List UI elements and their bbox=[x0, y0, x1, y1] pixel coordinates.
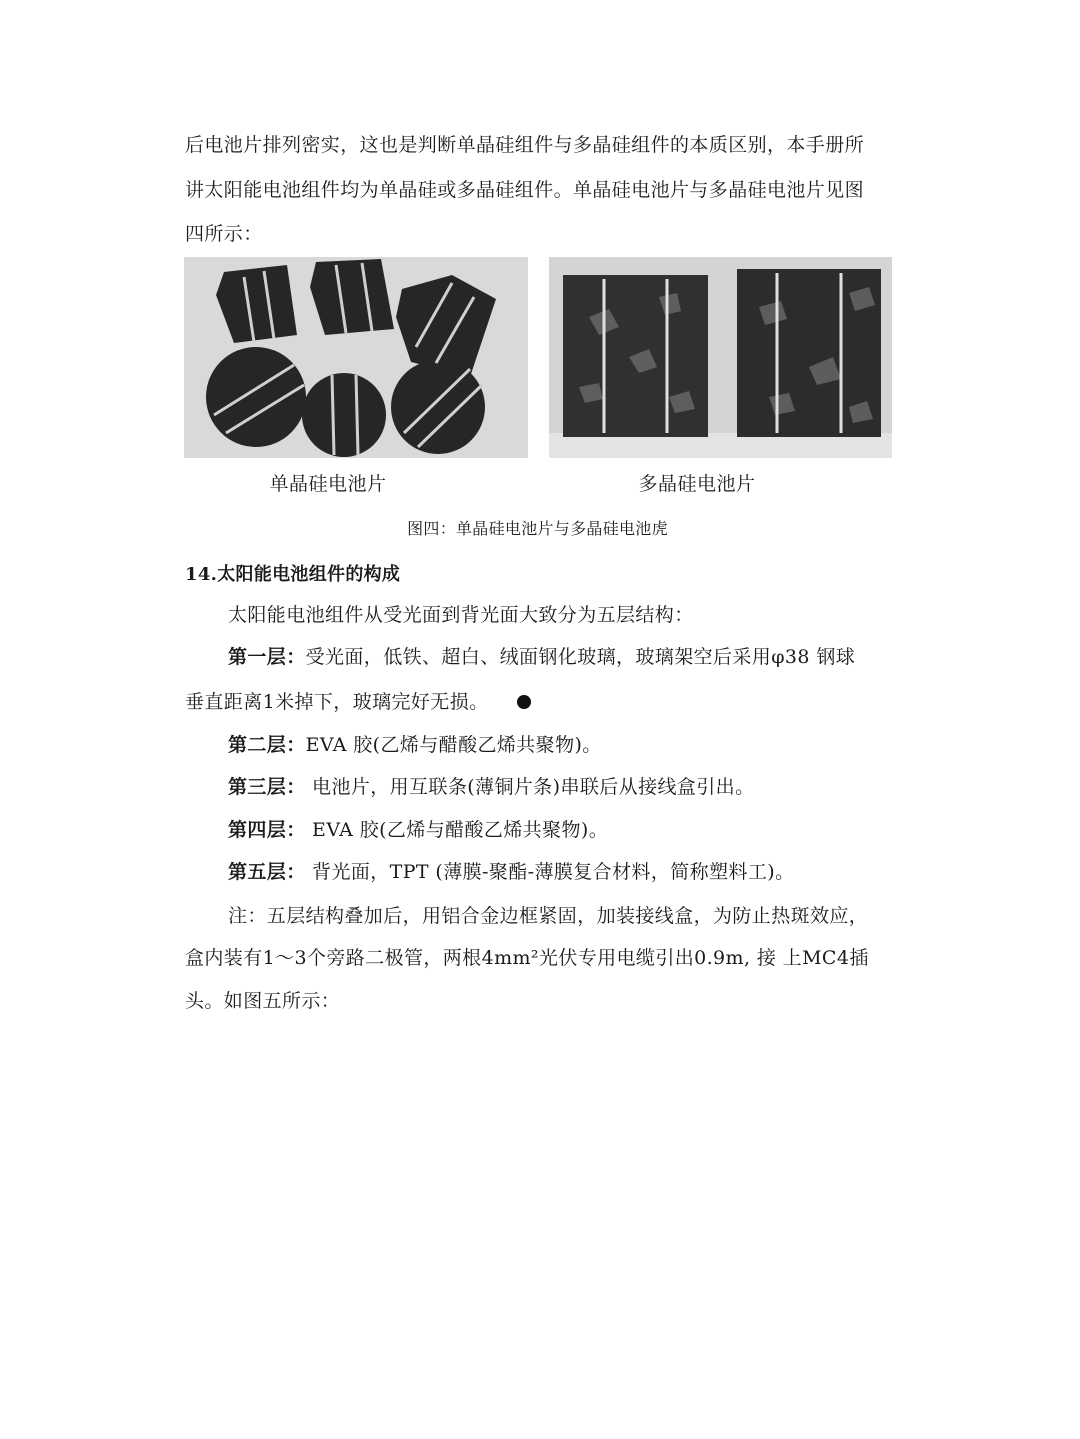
monocrystalline-cells-photo bbox=[184, 257, 528, 458]
bullet-dot-icon bbox=[517, 695, 531, 709]
section-lead: 太阳能电池组件从受光面到背光面大致分为五层结构： bbox=[228, 604, 694, 626]
intro-line-1: 后电池片排列密实，这也是判断单晶硅组件与多晶硅组件的本质区别，本手册所 bbox=[185, 134, 865, 156]
layer-1-cont-text: 垂直距离1米掉下，玻璃完好无损。 bbox=[185, 691, 489, 713]
monocrystalline-label: 单晶硅电池片 bbox=[269, 473, 387, 495]
layer-1 bbox=[228, 645, 890, 669]
note-line-2: 盒内装有1～3个旁路二极管，两根4mm²光伏专用电缆引出0.9m, 接 上MC4插 bbox=[185, 947, 869, 969]
layer-2 bbox=[228, 733, 890, 757]
section-heading: 14.太阳能电池组件的构成 bbox=[185, 564, 401, 585]
layer-5-text: 背光面，TPT (薄膜-聚酯-薄膜复合材料，简称塑料工)。 bbox=[305, 861, 795, 883]
layer-4 bbox=[228, 818, 890, 842]
polycrystalline-cells-photo bbox=[549, 257, 892, 458]
layer-3-name: 第三层： bbox=[228, 776, 306, 798]
note-line-3: 头。如图五所示： bbox=[185, 990, 341, 1012]
figure-caption: 图四：单晶硅电池片与多晶硅电池虎 bbox=[407, 519, 668, 538]
layer-1-text: 受光面，低铁、超白、绒面钢化玻璃，玻璃架空后采用φ38 钢球 bbox=[305, 646, 856, 668]
layer-4-text: EVA 胶(乙烯与醋酸乙烯共聚物)。 bbox=[305, 819, 609, 841]
note-line-1: 注：五层结构叠加后，用铝合金边框紧固，加装接线盒，为防止热斑效应， bbox=[228, 905, 869, 927]
layer-1-name: 第一层： bbox=[228, 646, 306, 668]
intro-line-3: 四所示： bbox=[185, 223, 263, 245]
layer-1-continued bbox=[185, 690, 890, 714]
layer-3-text: 电池片，用互联条(薄铜片条)串联后从接线盒引出。 bbox=[305, 776, 755, 798]
intro-line-2: 讲太阳能电池组件均为单晶硅或多晶硅组件。单晶硅电池片与多晶硅电池片见图 bbox=[185, 179, 865, 201]
layer-3 bbox=[228, 775, 890, 799]
layer-2-text: EVA 胶(乙烯与醋酸乙烯共聚物)。 bbox=[305, 734, 602, 756]
layer-4-name: 第四层： bbox=[228, 819, 306, 841]
layer-5-name: 第五层： bbox=[228, 861, 306, 883]
layer-2-name: 第二层： bbox=[228, 734, 306, 756]
polycrystalline-label: 多晶硅电池片 bbox=[638, 473, 756, 495]
layer-5 bbox=[228, 860, 890, 884]
